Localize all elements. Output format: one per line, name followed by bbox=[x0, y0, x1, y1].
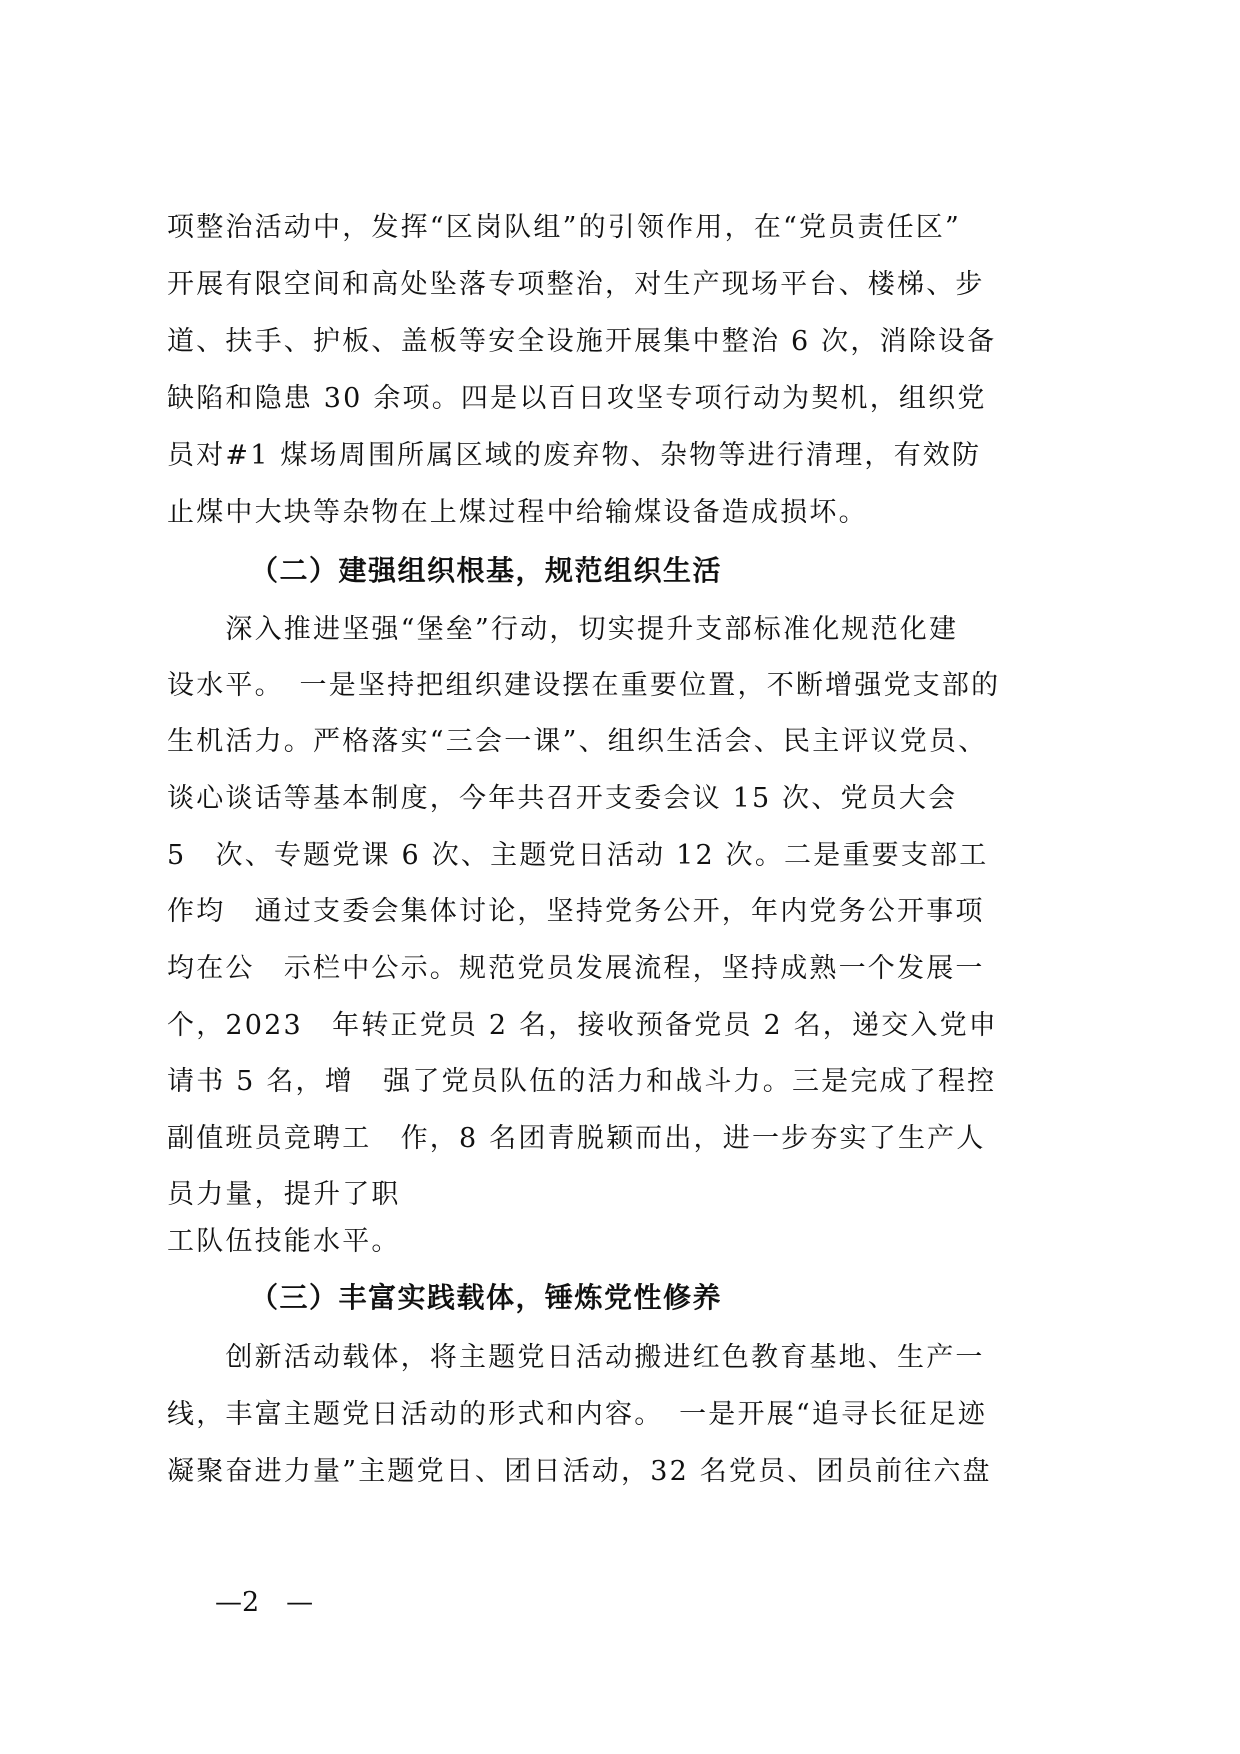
section-heading: （二）建强组织根基，规范组织生活 bbox=[250, 554, 723, 587]
text-line: 作均 通过支委会集体讨论，坚持党务公开，年内党务公开事项 bbox=[167, 896, 985, 927]
text-line: 开展有限空间和高处坠落专项整治，对生产现场平台、楼梯、步 bbox=[167, 269, 985, 300]
text-line: 个，2023 年转正党员 2 名，接收预备党员 2 名，递交入党申 bbox=[167, 1010, 998, 1041]
text-line: 深入推进坚强“堡垒”行动，切实提升支部标准化规范化建 bbox=[167, 614, 959, 645]
text-line: 道、扶手、护板、盖板等安全设施开展集中整治 6 次，消除设备 bbox=[167, 326, 997, 357]
section-heading: （三）丰富实践载体，锤炼党性修养 bbox=[250, 1281, 723, 1314]
page-number: —2 — bbox=[215, 1587, 314, 1618]
text-line: 均在公 示栏中公示。规范党员发展流程，坚持成熟一个发展一 bbox=[167, 953, 985, 984]
text-line: 项整治活动中，发挥“区岗队组”的引领作用，在“党员责任区” bbox=[167, 212, 962, 243]
text-line: 止煤中大块等杂物在上煤过程中给输煤设备造成损坏。 bbox=[167, 497, 868, 528]
text-line: 员对#1 煤场周围所属区域的废弃物、杂物等进行清理，有效防 bbox=[167, 440, 982, 471]
text-line: 谈心谈话等基本制度，今年共召开支委会议 15 次、党员大会 bbox=[167, 783, 958, 814]
text-line: 请书 5 名，增 强了党员队伍的活力和战斗力。三是完成了程控 bbox=[167, 1066, 997, 1097]
text-line: 员力量，提升了职 bbox=[167, 1179, 401, 1210]
text-line: 工队伍技能水平。 bbox=[167, 1226, 401, 1257]
text-line: 副值班员竞聘工 作，8 名团青脱颖而出，进一步夯实了生产人 bbox=[167, 1123, 986, 1154]
text-line: 线，丰富主题党日活动的形式和内容。 一是开展“追寻长征足迹 bbox=[167, 1399, 988, 1430]
text-line: 生机活力。严格落实“三会一课”、组织生活会、民主评议党员、 bbox=[167, 726, 988, 757]
text-line: 设水平。 一是坚持把组织建设摆在重要位置，不断增强党支部的 bbox=[167, 670, 1001, 701]
text-line: 凝聚奋进力量”主题党日、团日活动，32 名党员、团员前往六盘 bbox=[167, 1456, 992, 1487]
text-line: 缺陷和隐患 30 余项。四是以百日攻坚专项行动为契机，组织党 bbox=[167, 383, 987, 414]
text-line: 创新活动载体，将主题党日活动搬进红色教育基地、生产一 bbox=[167, 1342, 985, 1373]
text-line: 5 次、专题党课 6 次、主题党日活动 12 次。二是重要支部工 bbox=[167, 840, 989, 871]
